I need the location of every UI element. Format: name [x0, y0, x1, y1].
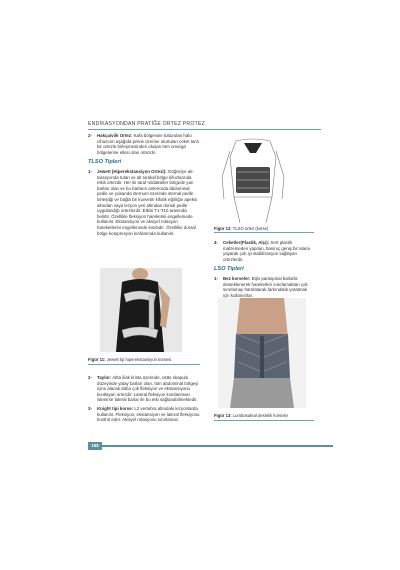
- page-number: 198: [88, 442, 102, 450]
- caption-rule: [88, 364, 200, 365]
- item-text: Altta iliak krista üzerinde, üstte skapula düzeyinde yatay barları olan, tüm abdominal bölgeyi içine alacak daha çok fleksiyon ve ekstansiyonu kısıtlayan ortezdir. Lateral fleksiyon kısıtlanması istenirse lateral barlar ile bu etki sağlanabilmektedir.: [97, 375, 199, 403]
- left-column-top: [88, 133, 200, 236]
- left-column-bottom: [88, 375, 200, 423]
- item-body: [97, 169, 200, 236]
- running-header: ENDİKASYONDAN PRATİĞE ORTEZ PROTEZ: [88, 121, 206, 127]
- caption-label: Figür 12:: [214, 226, 232, 231]
- item-number: 2-: [88, 133, 92, 138]
- caption-text: Lumbosakral destekli korseler: [231, 413, 289, 418]
- item-body: [97, 406, 200, 423]
- list-item: [88, 169, 200, 236]
- item-body: [97, 133, 200, 155]
- figure-caption-13: [214, 413, 314, 418]
- item-number: 3-: [88, 405, 92, 411]
- item-text: Kafa bölgesine tutturulan halo cihazının aşağıda pelvis üzerine oturtulan ceket tarzı bir ortezle birleşmesinden oluşan tüm omurga bölgelerine etkisi olan ortezdir.: [97, 133, 200, 155]
- item-text: Bijin paraspinal barlarla desteklenerek hareketleri sınırlamaktan çok sınırlamay hatırlatarak farkındalık yaratmak için kullanılırlar.: [223, 275, 308, 298]
- item-text: Göğüs/ye ak-tarasyonda tutan ve alt torakal bölge kifozlarında etkili ortezdir. Her iki taraf midaksiller bölgede yan barları olan ve bu barların anteriorda abdominal pedle ve yukarıda sternum üzerinde sternal pedle birleştiği ve bağla bir kuvvetin kifotik eğriliğin apeksi altından vaya lezyon yeri altından dorsal pedle uygulandığı ortezlerdir. Etkisi T1-T10 arasında belirtir. Özellikle fleksiyon hareketini engellemede kullanılır. Ekstansiyon ve aksiyel rotasyon hareketlerini engellemede kısıtlıdır. Özellikle dorsal bölge kompresyon kırıklarında kullanılır.: [97, 168, 198, 236]
- item-text: Sert plastik malzemeden yapılan, basınıç geniş bir alana yayarak çok iyi stabilizasyon sağlayan ortezlerdir.: [223, 240, 310, 262]
- item-body: [223, 240, 314, 262]
- caption-text: TLSO ortez (korse): [231, 226, 269, 231]
- list-item: [214, 240, 314, 262]
- figure-jewett-brace: [100, 268, 182, 352]
- item-lead: Taylor:: [97, 375, 112, 380]
- caption-label: Figür 11:: [88, 357, 106, 362]
- section-title-lso: LSO Tipleri: [214, 266, 244, 273]
- header-rule: [88, 129, 321, 130]
- item-lead: Hakçaiviik Ortez:: [97, 133, 133, 138]
- figure-caption-11: [88, 357, 200, 362]
- item-lead: Bez korseler:: [223, 275, 251, 281]
- section-title-tlso: TLSO Tipleri: [88, 159, 122, 166]
- item-number: 2-: [88, 375, 92, 380]
- caption-label: Figür 13:: [214, 413, 232, 418]
- list-item: [88, 133, 200, 155]
- item-lead: Jewett (Hiperekstansiyon Ortezi):: [97, 168, 167, 174]
- figure-tlso-brace: [214, 137, 292, 223]
- list-item: [214, 276, 314, 298]
- item-number: 1-: [214, 275, 218, 281]
- item-lead: Ceketler(Plastik, Alçı):: [223, 240, 270, 245]
- caption-rule: [214, 420, 314, 421]
- list-item: [88, 406, 200, 423]
- item-body: [223, 276, 314, 298]
- item-body: [97, 375, 200, 403]
- figure-caption-12: [214, 226, 314, 231]
- figure-lumbosacral-corset: [218, 298, 306, 408]
- right-column: [214, 240, 314, 298]
- item-number: 4-: [214, 240, 218, 245]
- caption-rule: [214, 232, 314, 233]
- list-item: [88, 375, 200, 403]
- item-text: L2 vertebra altındaki lezyonlarda kullanılır. Fleksiyon, ekstansiyon ve lateral fleksiyonu kontrol eder. Aksiyel rotasyonu sınırlamaz.: [97, 405, 200, 423]
- caption-text: Jewett tip hiperekstansiyon korsesi: [105, 357, 172, 362]
- item-lead: Knight tipi korse:: [97, 405, 134, 411]
- item-number: 1-: [88, 168, 92, 174]
- footer-bar: [88, 445, 333, 447]
